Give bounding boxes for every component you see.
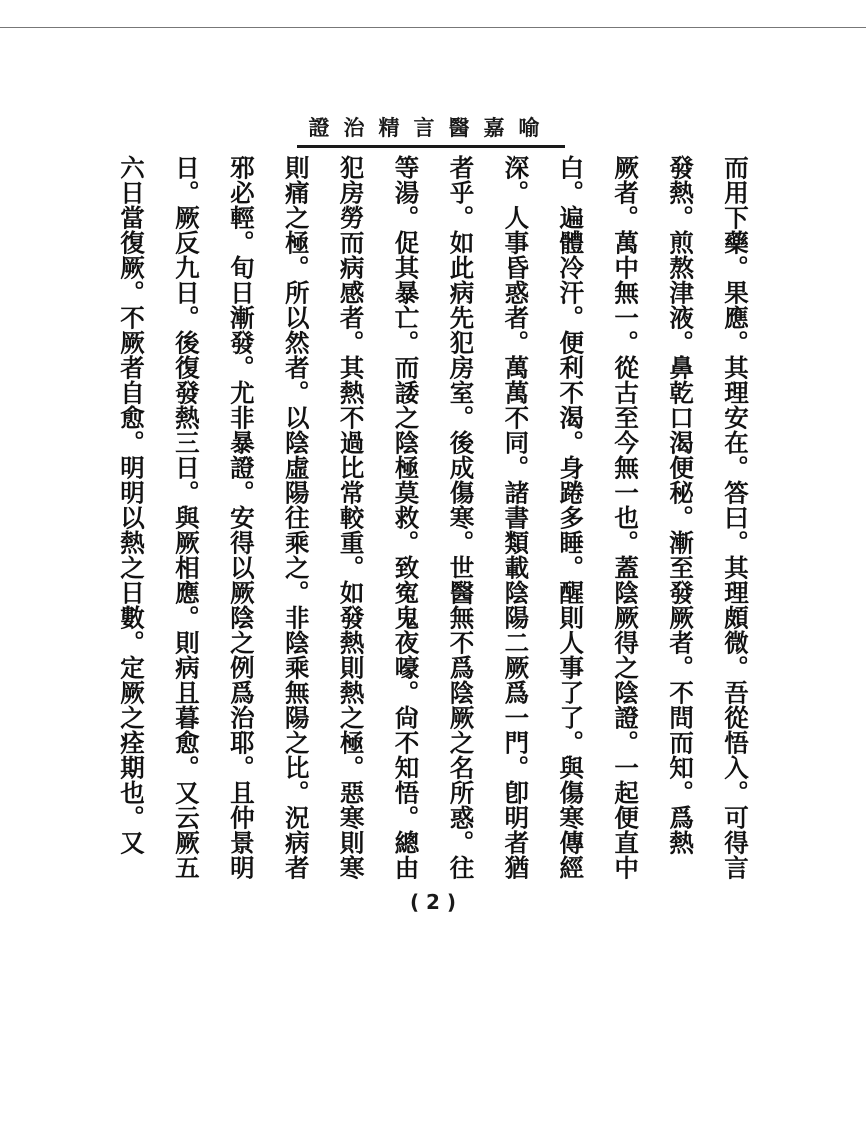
text-column: 者乎。如此病先犯房室。後成傷寒。世醫無不爲陰厥之名所惑。往 [446,155,476,880]
text-column: 發熱。煎熬津液。鼻乾口渴便秘。漸至發厥者。不問而知。爲熱 [666,155,696,855]
text-column: 日。厥反九日。後復發熱三日。與厥相應。則病且暮愈。又云厥五 [171,155,201,880]
text-column: 等湯。促其暴亡。而諉之陰極莫救。致寃鬼夜嚎。尙不知悟。總由 [391,155,421,880]
text-column: 白。遍體冷汗。便利不渴。身踡多睡。醒則人事了了。與傷寒傳經 [556,155,586,880]
text-column: 邪必輕。旬日漸發。尤非暴證。安得以厥陰之例爲治耶。且仲景明 [226,155,256,880]
text-column: 深。人事昏惑者。萬萬不同。諸書類載陰陽二厥爲一門。卽明者猶 [501,155,531,880]
page-header-title: 證治精言醫嘉喻 [308,115,554,140]
text-column: 而用下藥。果應。其理安在。答曰。其理頗微。吾從悟入。可得言 [720,155,750,880]
text-column: 六日當復厥。不厥者自愈。明明以熱之日數。定厥之痊期也。又 [117,155,146,855]
text-column: 則痛之極。所以然者。以陰虛陽往乘之。非陰乘無陽之比。況病者 [281,155,311,880]
page-number: ( 2 ) [409,890,457,914]
header-underline [297,145,565,148]
text-column: 厥者。萬中無一。從古至今無一也。蓋陰厥得之陰證。一起便直中 [611,155,641,880]
text-column: 犯房勞而病感者。其熱不過比常較重。如發熱則熱之極。惡寒則寒 [336,155,366,880]
body-text-columns [113,155,753,885]
top-border-line [0,27,866,28]
